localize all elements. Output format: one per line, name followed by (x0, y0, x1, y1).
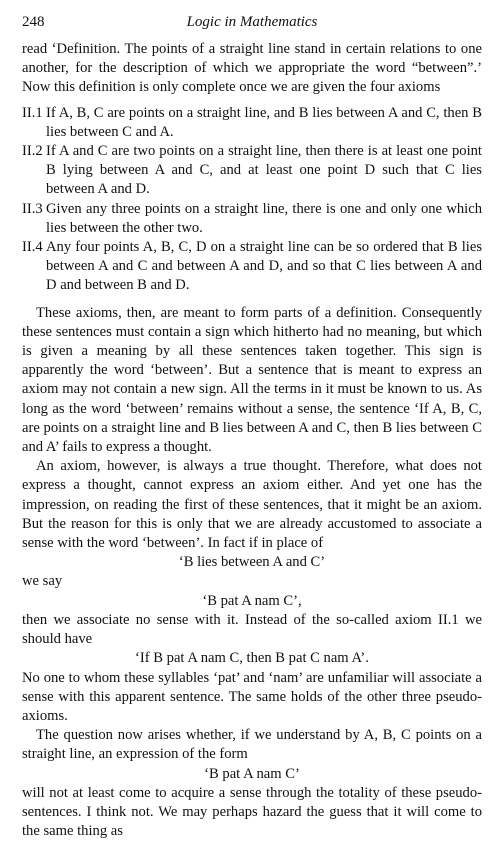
page-number: 248 (22, 14, 45, 30)
axiom-text: Given any three points on a straight line, there is one and only one which lies between the other two. (46, 200, 482, 236)
axiom-list (22, 104, 482, 296)
running-head: Logic in Mathematics (186, 14, 318, 30)
axiom-text: If A, B, C are points on a straight line, and B lies between A and C, then B lies between C and A. (46, 104, 482, 140)
axiom-text: If A and C are two points on a straight line, then there is at least one point B lying between A and C, and at least one point D such that C lies between A and D. (46, 143, 482, 198)
paragraph: then we associate no sense with it. Instead of the so-called axiom II.1 we should have (22, 611, 482, 648)
axiom-item (22, 142, 482, 200)
paragraph: An axiom, however, is always a true thought. Therefore, what does not express a thought, cannot express an axiom either. And yet one has the impression, on reading the first of these sentences, that it might be an axiom. But the reason for this is only that we are already accustomed to associate a sense with the word ‘between’. In fact if in place of (22, 458, 482, 552)
axiom-item (22, 238, 482, 296)
axiom-number: II.1 (22, 104, 43, 121)
intro-paragraph: read ‘Definition. The points of a straight line stand in certain relations to one another, for the description of which we appropriate the word “between”.’ Now this definition is only complete once we are given the four axioms (22, 41, 482, 96)
display-formula: ‘B lies between A and C’ (178, 554, 326, 571)
page-header (22, 14, 482, 40)
body-text (22, 40, 482, 841)
paragraph: we say (22, 573, 63, 590)
display-formula: ‘B pat A nam C’ (204, 765, 300, 782)
display-formula: ‘B pat A nam C’, (202, 592, 302, 609)
paragraph: No one to whom these syllables ‘pat’ and ‘nam’ are unfamiliar will associate a sense with this apparent sentence. The same holds of the other three pseudo-axioms. (22, 669, 482, 724)
paragraph: The question now arises whether, if we understand by A, B, C points on a straight line, an expression of the form (22, 727, 482, 763)
paragraph: These axioms, then, are meant to form parts of a definition. Consequently these sentences must contain a sign which hitherto had no meaning, but which is given a meaning by all these sentences taken together. This sign is apparently the word ‘between’. But a sentence that is meant to express an axiom may not contain a new sign. All the terms in it must be known to us. As long as the word ‘between’ remains without a sense, the sentence ‘If A, B, C, are points on a straight line and B lies between A and C, then B lies between C and A’ fails to express a thought. (22, 304, 482, 456)
axiom-number: II.4 (22, 239, 43, 256)
axiom-number: II.2 (22, 143, 43, 160)
axiom-item (22, 200, 482, 238)
display-formula: ‘If B pat A nam C, then B pat C nam A’. (135, 650, 369, 667)
axiom-number: II.3 (22, 200, 43, 217)
paragraph: will not at least come to acquire a sense through the totality of these pseudo-sentences. I think not. We may perhaps hazard the guess that it will come to the same thing as (22, 784, 482, 840)
axiom-text: Any four points A, B, C, D on a straight line can be so ordered that B lies between A and C and between A and D, and so that C lies between A and D and between B and D. (46, 239, 482, 294)
axiom-item (22, 104, 482, 142)
